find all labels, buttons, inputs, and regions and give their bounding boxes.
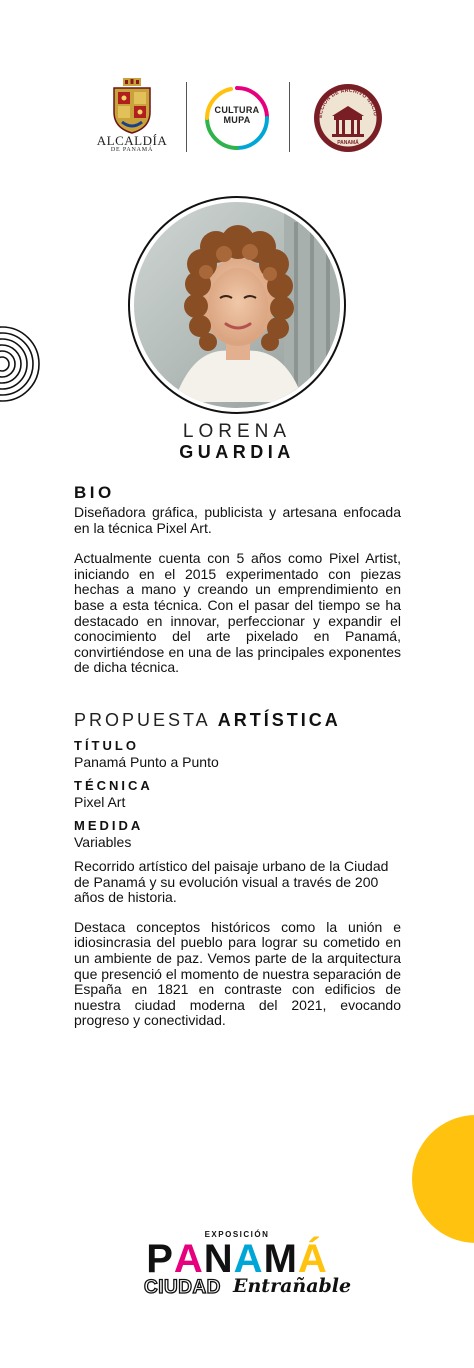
- coat-of-arms-icon: [110, 78, 154, 134]
- svg-text:DIRECCIÓN DE ARCHIVO NACIONAL: ECCIÓN DE ARCHIVO NACIO: [317, 87, 378, 119]
- yellow-circle-decoration: [412, 1115, 474, 1243]
- exhibition-logo: [0, 1230, 474, 1320]
- panama-letter: P: [146, 1237, 174, 1281]
- exhibition-label: EXPOSICIÓN: [204, 1230, 270, 1239]
- cultura-line-2: MUPA: [223, 115, 251, 125]
- bio-heading: BIO: [74, 483, 115, 502]
- partner-logos: [0, 78, 474, 158]
- ciudad-wordmark: CIUDAD: [144, 1277, 221, 1298]
- logo-divider: [186, 82, 187, 152]
- cultura-line-1: CULTURA: [214, 105, 260, 115]
- archivo-nacional-logo: [310, 80, 386, 156]
- logo-divider: [289, 82, 290, 152]
- title-value: Panamá Punto a Punto: [74, 754, 219, 770]
- artist-last-name: GUARDIA: [179, 442, 295, 462]
- entranable-script: Entrañable: [233, 1275, 352, 1297]
- panama-letter: M: [263, 1237, 298, 1281]
- proposal-paragraph-2: Destaca conceptos históricos como la unión e idiosincrasia del pueblo para lograr su cometido en un ambiente de paz. Vemos parte de la arquitectura que presenció el momento de nuestra separación de España en 1821 en contraste con edificios de nuestra ciudad moderna del 2021, evocando progreso y conectividad.: [74, 918, 401, 1029]
- technique-value: Pixel Art: [74, 794, 126, 810]
- cultura-wordmark: [201, 105, 273, 125]
- panama-letter: A: [233, 1237, 264, 1281]
- panama-letter: N: [203, 1237, 234, 1281]
- panama-wordmark: [0, 1239, 474, 1279]
- alcaldia-name: ALCALDÍA: [96, 133, 168, 148]
- artist-photo: [134, 202, 340, 408]
- concentric-rings-decoration: [0, 324, 42, 404]
- proposal-heading: [74, 709, 401, 731]
- panama-letter: A: [173, 1237, 204, 1281]
- bio-paragraph-1: Diseñadora gráfica, publicista y artesana enfocada en la técnica Pixel Art.: [74, 504, 401, 536]
- proposal-heading-bold: ARTÍSTICA: [217, 710, 341, 730]
- alcaldia-logo: [92, 78, 172, 158]
- proposal-heading-light: PROPUESTA: [74, 710, 210, 730]
- proposal-paragraph-1: Recorrido artístico del paisaje urbano de la Ciudad de Panamá y su evolución visual a través de 200 años de historia.: [74, 858, 389, 906]
- alcaldia-subtitle: DE PANAMÁ: [110, 147, 154, 153]
- size-label: MEDIDA: [74, 818, 144, 833]
- title-label: TÍTULO: [74, 738, 139, 753]
- svg-text:PANAMÁ: PANAMÁ: [337, 140, 359, 146]
- technique-label: TÉCNICA: [74, 778, 153, 793]
- archivo-seal-icon: [310, 80, 386, 156]
- proposal-section: [74, 709, 401, 1029]
- bio-section: [74, 483, 401, 676]
- bio-paragraph-2: Actualmente cuenta con 5 años como Pixel Artist, iniciando en el 2015 experimentado con piezas hechas a mano y creando un emprendimiento en base a esta técnica. Con el pasar del tiempo se ha destacado en innovar, perfeccionar y expandir el conocimiento del arte pixelado en Panamá, convirtiéndose en una de las principales exponentes de dicha técnica.: [74, 550, 401, 676]
- artist-first-name: LORENA: [182, 421, 292, 442]
- cultura-mupa-logo: [201, 82, 273, 154]
- panama-letter: Á: [297, 1237, 328, 1281]
- size-value: Variables: [74, 834, 132, 850]
